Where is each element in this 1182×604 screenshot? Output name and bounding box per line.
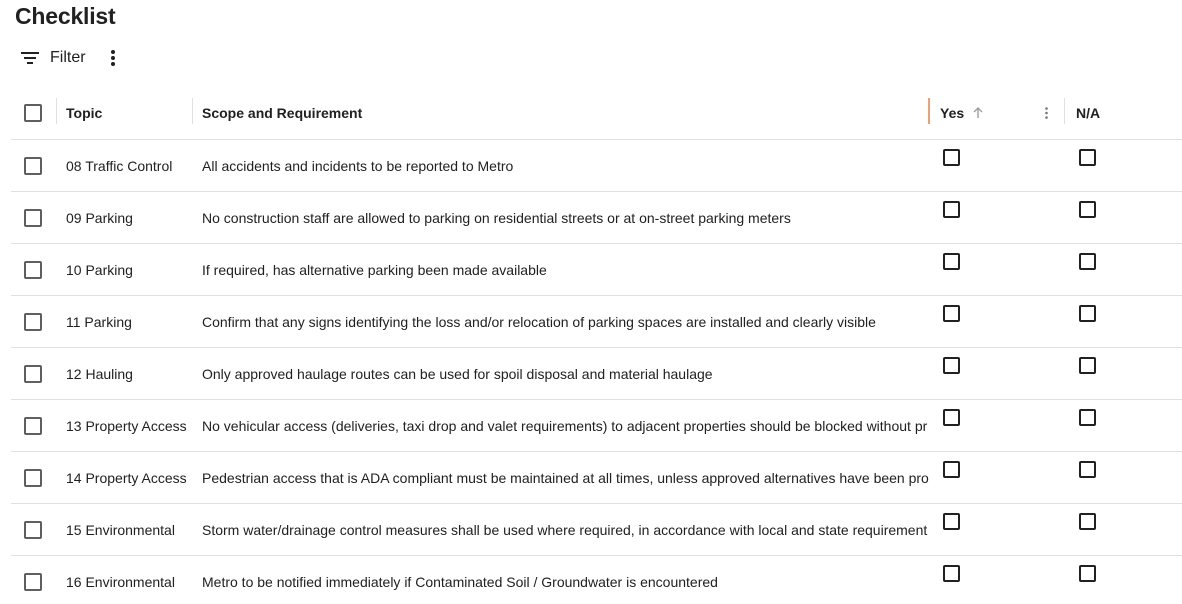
column-separator[interactable]	[192, 98, 193, 124]
select-all-checkbox[interactable]	[24, 104, 42, 122]
column-header-scope-label: Scope and Requirement	[202, 104, 363, 121]
na-checkbox[interactable]	[1079, 149, 1096, 166]
yes-checkbox[interactable]	[943, 565, 960, 582]
row-scope: No vehicular access (deliveries, taxi drop and valet requirements) to adjacent properties should be blocked without pr	[202, 417, 928, 434]
filter-label: Filter	[50, 49, 86, 66]
row-scope-cell	[202, 140, 929, 191]
yes-checkbox[interactable]	[943, 357, 960, 374]
more-vert-icon	[111, 50, 115, 66]
column-separator[interactable]	[1064, 98, 1065, 124]
column-header-topic-label: Topic	[66, 104, 103, 121]
na-checkbox[interactable]	[1079, 409, 1096, 426]
yes-checkbox[interactable]	[943, 461, 960, 478]
row-scope: No construction staff are allowed to parking on residential streets or at on-street parking meters	[202, 209, 791, 226]
na-checkbox[interactable]	[1079, 565, 1096, 582]
grid-header	[11, 86, 1182, 140]
na-checkbox[interactable]	[1079, 513, 1096, 530]
row-topic: 16 Environmental	[66, 573, 175, 590]
row-topic: 15 Environmental	[66, 521, 175, 538]
row-scope: Pedestrian access that is ADA compliant must be maintained at all times, unless approved alternatives have been pro	[202, 469, 929, 486]
arrow-up-icon[interactable]	[972, 107, 984, 119]
row-select-checkbox[interactable]	[24, 313, 42, 331]
column-header-scope[interactable]	[202, 86, 929, 139]
yes-checkbox[interactable]	[943, 201, 960, 218]
row-select-checkbox[interactable]	[24, 261, 42, 279]
yes-checkbox[interactable]	[943, 149, 960, 166]
na-checkbox[interactable]	[1079, 461, 1096, 478]
na-checkbox[interactable]	[1079, 357, 1096, 374]
na-checkbox[interactable]	[1079, 201, 1096, 218]
row-scope-cell	[202, 556, 929, 604]
row-select-cell	[11, 452, 55, 503]
row-select-cell	[11, 296, 55, 347]
table-row[interactable]	[11, 296, 1182, 348]
row-scope: If required, has alternative parking been made available	[202, 261, 547, 278]
yes-checkbox[interactable]	[943, 253, 960, 270]
column-header-na[interactable]	[1076, 86, 1176, 139]
na-checkbox[interactable]	[1079, 253, 1096, 270]
row-topic-cell	[66, 296, 192, 347]
filter-list-icon	[20, 48, 40, 68]
row-select-checkbox[interactable]	[24, 573, 42, 591]
row-scope: Confirm that any signs identifying the loss and/or relocation of parking spaces are installed and clearly visible	[202, 313, 876, 330]
row-select-checkbox[interactable]	[24, 157, 42, 175]
row-select-cell	[11, 400, 55, 451]
row-scope-cell	[202, 244, 929, 295]
column-header-yes-label: Yes	[940, 104, 965, 121]
row-topic: 08 Traffic Control	[66, 157, 173, 174]
row-topic: 13 Property Access	[66, 417, 187, 434]
row-select-checkbox[interactable]	[24, 209, 42, 227]
table-row[interactable]	[11, 504, 1182, 556]
table-row[interactable]	[11, 452, 1182, 504]
row-topic-cell	[66, 452, 192, 503]
row-topic: 10 Parking	[66, 261, 133, 278]
table-row[interactable]	[11, 556, 1182, 604]
column-header-na-label: N/A	[1076, 104, 1101, 121]
table-row[interactable]	[11, 400, 1182, 452]
row-select-checkbox[interactable]	[24, 365, 42, 383]
row-select-cell	[11, 192, 55, 243]
filter-button[interactable]	[15, 44, 92, 72]
row-select-cell	[11, 504, 55, 555]
row-topic: 14 Property Access	[66, 469, 187, 486]
table-row[interactable]	[11, 244, 1182, 296]
row-topic-cell	[66, 192, 192, 243]
na-checkbox[interactable]	[1079, 305, 1096, 322]
row-select-cell	[11, 140, 55, 191]
row-scope-cell	[202, 296, 929, 347]
row-scope: Metro to be notified immediately if Contaminated Soil / Groundwater is encountered	[202, 573, 718, 590]
row-select-checkbox[interactable]	[24, 417, 42, 435]
row-scope-cell	[202, 348, 929, 399]
yes-column-menu-button[interactable]	[1041, 103, 1051, 123]
row-select-cell	[11, 244, 55, 295]
row-topic: 11 Parking	[66, 313, 132, 330]
page-title: Checklist	[15, 3, 116, 29]
yes-checkbox[interactable]	[943, 305, 960, 322]
row-scope-cell	[202, 400, 929, 451]
row-select-cell	[11, 556, 55, 604]
row-scope-cell	[202, 504, 929, 555]
row-topic-cell	[66, 556, 192, 604]
more-options-button[interactable]	[100, 44, 126, 72]
select-all-cell	[11, 86, 55, 139]
table-row[interactable]	[11, 140, 1182, 192]
row-select-checkbox[interactable]	[24, 521, 42, 539]
more-vert-icon	[1045, 107, 1048, 119]
row-scope-cell	[202, 192, 929, 243]
yes-checkbox[interactable]	[943, 409, 960, 426]
row-topic-cell	[66, 348, 192, 399]
row-topic-cell	[66, 400, 192, 451]
toolbar	[15, 44, 126, 72]
row-scope: Only approved haulage routes can be used for spoil disposal and material haulage	[202, 365, 713, 382]
row-scope: All accidents and incidents to be reported to Metro	[202, 157, 514, 174]
row-select-checkbox[interactable]	[24, 469, 42, 487]
row-topic-cell	[66, 504, 192, 555]
row-select-cell	[11, 348, 55, 399]
row-scope-cell	[202, 452, 929, 503]
row-topic: 09 Parking	[66, 209, 133, 226]
table-row[interactable]	[11, 348, 1182, 400]
row-topic: 12 Hauling	[66, 365, 133, 382]
column-separator[interactable]	[56, 98, 57, 124]
column-header-topic[interactable]	[66, 86, 192, 139]
table-row[interactable]	[11, 192, 1182, 244]
row-topic-cell	[66, 140, 192, 191]
column-separator-active[interactable]	[928, 98, 930, 124]
checklist-grid	[11, 86, 1182, 604]
row-topic-cell	[66, 244, 192, 295]
grid-body	[11, 140, 1182, 604]
yes-checkbox[interactable]	[943, 513, 960, 530]
row-scope: Storm water/drainage control measures shall be used where required, in accordance with local and state requirement	[202, 521, 928, 538]
